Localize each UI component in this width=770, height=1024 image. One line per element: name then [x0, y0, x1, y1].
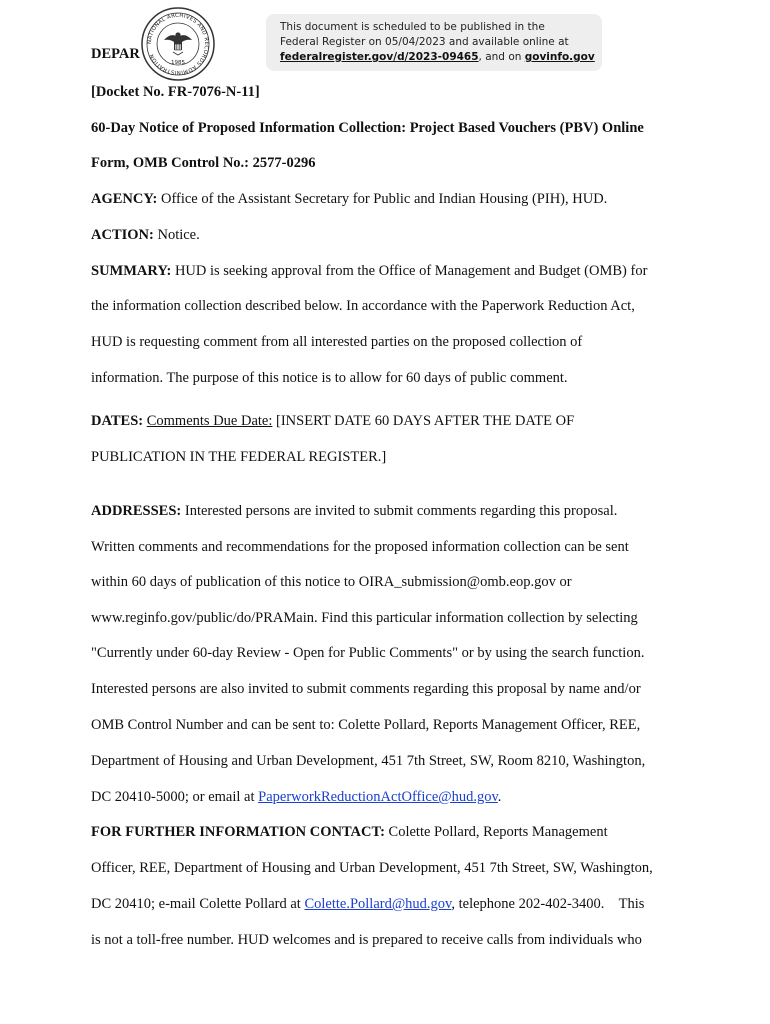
addresses-line-8: Department of Housing and Urban Development, 451 7th Street, SW, Room 8210, Washington, [91, 753, 646, 769]
addresses-line-1 [91, 503, 617, 520]
addresses-line-5: "Currently under 60-day Review - Open for Public Comments" or by using the search function. [91, 645, 645, 661]
banner-line-3 [280, 50, 602, 65]
action-paragraph [91, 227, 200, 244]
addresses-line-3: within 60 days of publication of this notice to OIRA_submission@omb.eop.gov or [91, 574, 572, 590]
agency-paragraph [91, 191, 607, 208]
addresses-line-2: Written comments and recommendations for the proposed information collection can be sent [91, 539, 629, 555]
contact-line-4: is not a toll-free number. HUD welcomes and is prepared to receive calls from individuals who [91, 932, 642, 948]
colette-pollard-email-link[interactable]: Colette.Pollard@hud.gov [304, 896, 452, 912]
summary-line-4: information. The purpose of this notice is to allow for 60 days of public comment. [91, 370, 568, 386]
summary-line-3: HUD is requesting comment from all interested parties on the proposed collection of [91, 334, 583, 350]
seal-year: 1985 [171, 60, 185, 66]
addresses-text-9: DC 20410-5000; or email at [91, 789, 259, 805]
summary-label: SUMMARY: [91, 263, 172, 279]
national-archives-seal [140, 6, 216, 82]
addresses-line-6: Interested persons are also invited to submit comments regarding this proposal by name and/or [91, 681, 641, 697]
summary-text-1: HUD is seeking approval from the Office of Management and Budget (OMB) for [171, 263, 648, 279]
contact-line-1 [91, 824, 608, 841]
dates-text-1: [INSERT DATE 60 DAYS AFTER THE DATE OF [272, 413, 575, 429]
addresses-label: ADDRESSES: [91, 503, 182, 519]
addresses-line-9 [91, 789, 501, 806]
contact-line-3 [91, 896, 644, 913]
addresses-text-1: Interested persons are invited to submit comments regarding this proposal. [181, 503, 618, 519]
summary-line-2: the information collection described below. In accordance with the Paperwork Reduction Act, [91, 298, 635, 314]
dates-label: DATES: [91, 413, 144, 429]
federal-register-link[interactable]: federalregister.gov/d/2023-09465 [280, 51, 479, 63]
notice-title-line-1: 60-Day Notice of Proposed Information Collection: Project Based Vouchers (PBV) Online [91, 120, 644, 136]
addresses-line-7: OMB Control Number and can be sent to: Colette Pollard, Reports Management Officer, REE, [91, 717, 641, 733]
comments-due-date-label: Comments Due Date: [146, 413, 273, 429]
banner-line-1: This document is scheduled to be published in the [280, 21, 545, 33]
addresses-period: . [497, 789, 502, 805]
summary-line-1 [91, 263, 647, 280]
contact-label: FOR FURTHER INFORMATION CONTACT: [91, 824, 385, 840]
contact-text-3: DC 20410; e-mail Colette Pollard at [91, 896, 305, 912]
contact-telephone-text: , telephone 202-402-3400. This [451, 896, 645, 912]
action-label: ACTION: [91, 227, 154, 243]
dates-line-2: PUBLICATION IN THE FEDERAL REGISTER.] [91, 449, 387, 465]
dates-line-1 [91, 413, 574, 430]
contact-line-2: Officer, REE, Department of Housing and Urban Development, 451 7th Street, SW, Washington, [91, 860, 653, 876]
contact-text-1: Colette Pollard, Reports Management [384, 824, 608, 840]
notice-title-line-2: Form, OMB Control No.: 2577-0296 [91, 155, 316, 171]
banner-connector-text: , and on [478, 51, 525, 63]
department-heading: DEPAR [91, 46, 140, 62]
addresses-line-4: www.reginfo.gov/public/do/PRAMain. Find this particular information collection by selecting [91, 610, 638, 626]
paperwork-reduction-email-link[interactable]: PaperworkReductionActOffice@hud.gov [258, 789, 498, 805]
agency-text: Office of the Assistant Secretary for Public and Indian Housing (PIH), HUD. [157, 191, 608, 207]
agency-label: AGENCY: [91, 191, 158, 207]
docket-number: [Docket No. FR-7076-N-11] [91, 84, 260, 100]
govinfo-link[interactable]: govinfo.gov [524, 51, 595, 63]
action-text: Notice. [153, 227, 200, 243]
banner-line-2: Federal Register on 05/04/2023 and available online at [280, 36, 569, 48]
seal-ring-text: NATIONAL ARCHIVES AND RECORDS ADMINISTRATION [146, 12, 210, 76]
publication-notice-banner [266, 14, 602, 71]
